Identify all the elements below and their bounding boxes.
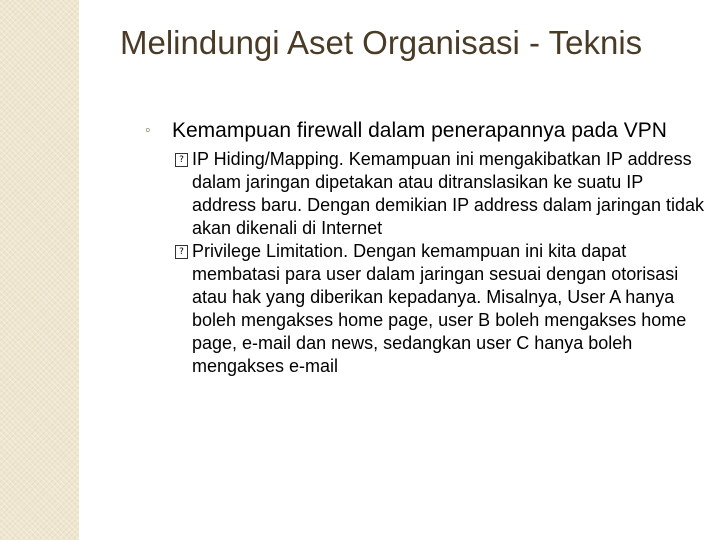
side-divider [79,0,81,540]
missing-glyph-icon: ? [175,153,188,167]
bullet-text: Kemampuan firewall dalam penerapannya pada VPN [172,119,667,142]
sub-bullet-text: IP Hiding/Mapping. Kemampuan ini mengakibatkan IP address dalam jaringan dipetakan atau ditranslasikan ke suatu IP address baru. Dengan demikian IP address dalam jaringan tidak akan dikenali di Internet [192,149,704,238]
sub-bullet-ip-hiding [175,148,705,240]
decorative-side-pattern [0,0,79,540]
slide-title: Melindungi Aset Organisasi - Teknis [120,24,643,61]
sub-bullet-privilege-limitation [175,240,705,378]
sub-bullet-text: Privilege Limitation. Dengan kemampuan ini kita dapat membatasi para user dalam jaringan sesuai dengan otorisasi atau hak yang diberikan kepadanya. Misalnya, User A hanya boleh mengakses home page, user B boleh mengakses home page, e-mail dan news, sedangkan user C hanya boleh mengakses e-mail [192,241,687,376]
bullet-marker-icon: ◦ [145,122,151,139]
bullet-level-1 [145,118,705,144]
missing-glyph-icon: ? [175,245,188,259]
slide-body [145,118,705,378]
